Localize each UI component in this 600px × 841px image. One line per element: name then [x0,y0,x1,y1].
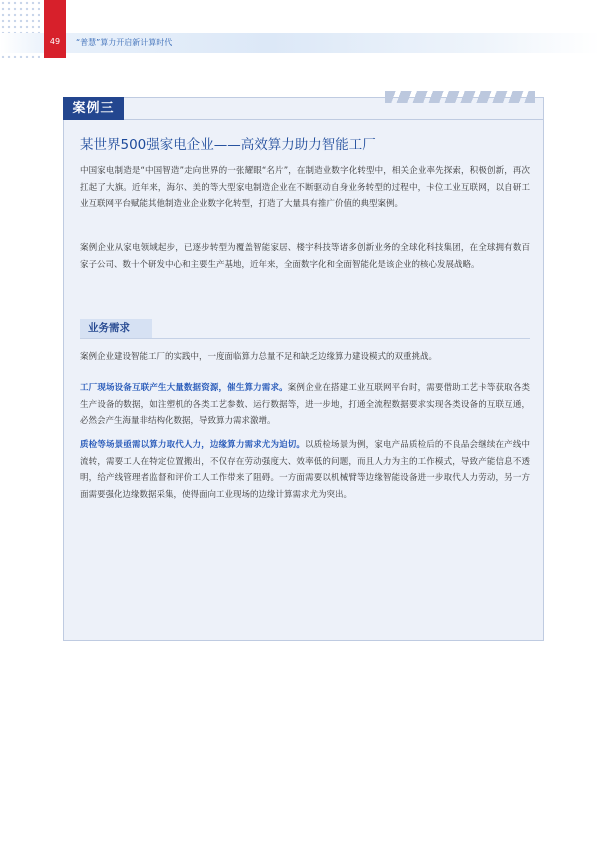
running-title: “普慧”算力开启新计算时代 [76,38,173,47]
section-label: 业务需求 [80,319,152,338]
point-paragraph-2 [80,437,530,503]
case-tag: 案例三 [63,97,124,120]
point-heading-1: 工厂现场设备互联产生大量数据资源，催生算力需求。 [80,383,288,393]
intro-paragraph-1: 中国家电制造是“中国智造”走向世界的一张耀眼“名片”，在制造业数字化转型中，相关企业率先探索，积极创新，再次扛起了大旗。近年来，海尔、美的等大型家电制造企业在不断驱动自身业务转型的过程中，卡位工业互联网，以自研工业互联网平台赋能其他制造业企业数字化转型，打造了大量具有推广价值的典型案例。 [80,166,530,209]
case-title: 某世界500强家电企业——高效算力助力智能工厂 [80,137,376,153]
section-lead: 案例企业建设智能工厂的实践中，一度面临算力总量不足和缺乏边缘算力建设模式的双重挑战。 [80,352,438,362]
page-number-tab [44,0,66,58]
point-paragraph-1 [80,380,530,430]
intro-paragraph-2: 案例企业从家电领域起步，已逐步转型为覆盖智能家居、楼宇科技等诸多创新业务的全球化科技集团，在全球拥有数百家子公司、数十个研发中心和主要生产基地，近年来，全面数字化和全面智能化是该企业的核心发展战略。 [80,243,530,270]
point-body-1: 案例企业在搭建工业互联网平台时，需要借助工艺卡等获取各类生产设备的数据，如注塑机的各类工艺参数、运行数据等，进一步地，打通全流程数据要求实现各类设备的互联互通，必然会产生海量非结构化数据，导致算力需求激增。 [80,383,530,426]
section-rule [80,338,530,339]
point-heading-2: 质检等场景亟需以算力取代人力，边缘算力需求尤为迫切。 [80,440,306,450]
decorative-stripes [385,91,535,103]
panel-top-rule [124,119,544,120]
point-body-2: 以质检场景为例，家电产品质检后的不良品会继续在产线中流转，需要工人在特定位置搬出，不仅存在劳动强度大、效率低的问题，而且人力为主的工作模式，导致产能信息不透明，给产线管理者监督和评价工人工作带来了阻碍。一方面需要以机械臂等边缘智能设备进一步取代人力劳动，另一方面需要强化边缘数据采集，使得面向工业现场的边缘计算需求尤为突出。 [80,440,530,500]
page-number: 49 [49,37,61,46]
